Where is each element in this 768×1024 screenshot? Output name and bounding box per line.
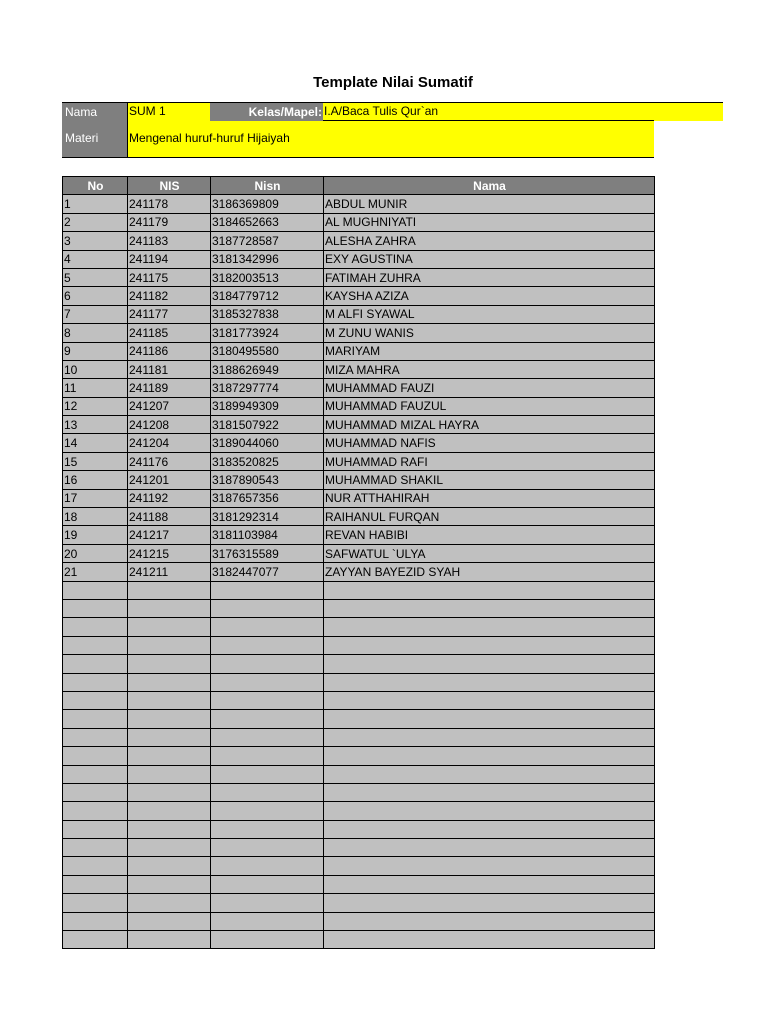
cell-nama[interactable]: AL MUGHNIYATI (324, 213, 655, 231)
table-row-empty (63, 673, 655, 691)
cell-nis[interactable]: 241211 (128, 563, 211, 581)
cell-nama[interactable]: KAYSHA AZIZA (324, 287, 655, 305)
cell-nama[interactable] (324, 875, 655, 893)
cell-nama[interactable] (324, 599, 655, 617)
table-row-empty (63, 728, 655, 746)
cell-nisn[interactable]: 3188626949 (211, 360, 324, 378)
nama-label: Nama (62, 102, 127, 121)
cell-nama[interactable]: NUR ATTHAHIRAH (324, 489, 655, 507)
cell-nisn[interactable]: 3180495580 (211, 342, 324, 360)
cell-nisn[interactable] (211, 599, 324, 617)
cell-nama[interactable]: MUHAMMAD SHAKIL (324, 471, 655, 489)
cell-no[interactable]: 12 (63, 397, 128, 415)
table-row-empty (63, 636, 655, 654)
cell-nisn[interactable] (211, 820, 324, 838)
cell-no[interactable]: 13 (63, 416, 128, 434)
cell-nis[interactable]: 241192 (128, 489, 211, 507)
table-row-empty (63, 618, 655, 636)
table-row-empty (63, 581, 655, 599)
cell-nisn[interactable] (211, 839, 324, 857)
cell-no[interactable] (63, 839, 128, 857)
cell-nisn[interactable]: 3184779712 (211, 287, 324, 305)
cell-nama[interactable]: MUHAMMAD RAFI (324, 452, 655, 470)
header-nis: NIS (128, 177, 211, 195)
cell-nis[interactable]: 241215 (128, 544, 211, 562)
cell-nama[interactable] (324, 747, 655, 765)
cell-no[interactable]: 17 (63, 489, 128, 507)
cell-nisn[interactable] (211, 894, 324, 912)
cell-no[interactable]: 11 (63, 379, 128, 397)
table-row (63, 544, 655, 562)
cell-nis[interactable]: 241175 (128, 268, 211, 286)
kelas-value[interactable]: I.A/Baca Tulis Qur`an (323, 102, 723, 121)
cell-no[interactable]: 19 (63, 526, 128, 544)
table-row-empty (63, 691, 655, 709)
cell-nisn[interactable]: 3181292314 (211, 508, 324, 526)
table-row (63, 195, 655, 213)
cell-nama[interactable]: RAIHANUL FURQAN (324, 508, 655, 526)
cell-no[interactable]: 20 (63, 544, 128, 562)
cell-no[interactable] (63, 728, 128, 746)
cell-nis[interactable] (128, 710, 211, 728)
cell-nis[interactable]: 241185 (128, 324, 211, 342)
cell-nis[interactable]: 241207 (128, 397, 211, 415)
cell-no[interactable]: 7 (63, 305, 128, 323)
table-row (63, 213, 655, 231)
cell-nis[interactable] (128, 636, 211, 654)
cell-nis[interactable]: 241178 (128, 195, 211, 213)
cell-nis[interactable] (128, 655, 211, 673)
header-nama: Nama (324, 177, 655, 195)
cell-nisn[interactable] (211, 802, 324, 820)
cell-nisn[interactable]: 3187657356 (211, 489, 324, 507)
cell-no[interactable]: 6 (63, 287, 128, 305)
cell-nis[interactable]: 241217 (128, 526, 211, 544)
table-row-empty (63, 747, 655, 765)
cell-nisn[interactable]: 3182447077 (211, 563, 324, 581)
header-nisn: Nisn (211, 177, 324, 195)
cell-nisn[interactable]: 3187297774 (211, 379, 324, 397)
table-row (63, 360, 655, 378)
kelas-label: Kelas/Mapel: (210, 102, 323, 121)
cell-nama[interactable]: MUHAMMAD MIZAL HAYRA (324, 416, 655, 434)
cell-nama[interactable]: MUHAMMAD FAUZI (324, 379, 655, 397)
cell-nis[interactable] (128, 728, 211, 746)
cell-nama[interactable] (324, 581, 655, 599)
header-no: No (63, 177, 128, 195)
cell-nis[interactable]: 241177 (128, 305, 211, 323)
cell-no[interactable]: 9 (63, 342, 128, 360)
cell-no[interactable]: 14 (63, 434, 128, 452)
cell-nama[interactable] (324, 931, 655, 949)
materi-label: Materi (62, 121, 127, 158)
table-header-row (63, 177, 655, 195)
cell-nis[interactable] (128, 912, 211, 930)
cell-nama[interactable] (324, 636, 655, 654)
cell-nisn[interactable] (211, 710, 324, 728)
cell-nama[interactable] (324, 618, 655, 636)
cell-nis[interactable] (128, 802, 211, 820)
cell-nama[interactable]: ALESHA ZAHRA (324, 232, 655, 250)
cell-nama[interactable] (324, 912, 655, 930)
cell-nis[interactable] (128, 857, 211, 875)
cell-no[interactable] (63, 894, 128, 912)
cell-no[interactable]: 18 (63, 508, 128, 526)
cell-no[interactable] (63, 802, 128, 820)
cell-nama[interactable] (324, 691, 655, 709)
cell-nama[interactable]: MUHAMMAD NAFIS (324, 434, 655, 452)
cell-no[interactable] (63, 931, 128, 949)
cell-no[interactable] (63, 673, 128, 691)
cell-nisn[interactable]: 3181773924 (211, 324, 324, 342)
cell-nama[interactable] (324, 710, 655, 728)
cell-nis[interactable] (128, 581, 211, 599)
cell-nis[interactable]: 241186 (128, 342, 211, 360)
cell-nama[interactable]: M ALFI SYAWAL (324, 305, 655, 323)
cell-nama[interactable] (324, 857, 655, 875)
cell-nisn[interactable]: 3181342996 (211, 250, 324, 268)
table-row (63, 379, 655, 397)
cell-nama[interactable] (324, 673, 655, 691)
cell-nis[interactable] (128, 894, 211, 912)
table-row (63, 250, 655, 268)
cell-nama[interactable]: REVAN HABIBI (324, 526, 655, 544)
table-row-empty (63, 710, 655, 728)
table-row-empty (63, 839, 655, 857)
cell-no[interactable] (63, 691, 128, 709)
cell-no[interactable] (63, 857, 128, 875)
table-row (63, 471, 655, 489)
table-row-empty (63, 875, 655, 893)
cell-nisn[interactable]: 3189044060 (211, 434, 324, 452)
table-row (63, 489, 655, 507)
cell-nama[interactable]: FATIMAH ZUHRA (324, 268, 655, 286)
cell-nis[interactable] (128, 783, 211, 801)
table-row (63, 287, 655, 305)
cell-nis[interactable] (128, 747, 211, 765)
table-row (63, 397, 655, 415)
cell-nisn[interactable] (211, 783, 324, 801)
cell-nis[interactable]: 241189 (128, 379, 211, 397)
cell-nisn[interactable]: 3184652663 (211, 213, 324, 231)
nama-value[interactable]: SUM 1 (127, 102, 210, 121)
cell-nama[interactable] (324, 765, 655, 783)
cell-nama[interactable] (324, 894, 655, 912)
table-row-empty (63, 783, 655, 801)
table-row-empty (63, 894, 655, 912)
cell-nis[interactable]: 241183 (128, 232, 211, 250)
cell-nama[interactable] (324, 728, 655, 746)
cell-nis[interactable] (128, 820, 211, 838)
cell-nis[interactable]: 241204 (128, 434, 211, 452)
cell-nis[interactable] (128, 618, 211, 636)
cell-no[interactable]: 8 (63, 324, 128, 342)
cell-nama[interactable]: EXY AGUSTINA (324, 250, 655, 268)
cell-nisn[interactable]: 3185327838 (211, 305, 324, 323)
cell-nis[interactable]: 241208 (128, 416, 211, 434)
table-row-empty (63, 599, 655, 617)
table-row (63, 508, 655, 526)
cell-nisn[interactable]: 3187890543 (211, 471, 324, 489)
cell-nis[interactable]: 241182 (128, 287, 211, 305)
cell-nama[interactable] (324, 839, 655, 857)
cell-no[interactable] (63, 783, 128, 801)
cell-nisn[interactable]: 3182003513 (211, 268, 324, 286)
cell-nama[interactable]: ZAYYAN BAYEZID SYAH (324, 563, 655, 581)
table-row-empty (63, 931, 655, 949)
table-row (63, 416, 655, 434)
table-row-empty (63, 655, 655, 673)
cell-nisn[interactable]: 3176315589 (211, 544, 324, 562)
cell-nis[interactable]: 241176 (128, 452, 211, 470)
cell-nama[interactable] (324, 655, 655, 673)
cell-nama[interactable]: MUHAMMAD FAUZUL (324, 397, 655, 415)
cell-no[interactable]: 16 (63, 471, 128, 489)
cell-nis[interactable] (128, 691, 211, 709)
cell-nisn[interactable] (211, 765, 324, 783)
cell-no[interactable] (63, 636, 128, 654)
cell-nis[interactable] (128, 765, 211, 783)
cell-nama[interactable]: SAFWATUL `ULYA (324, 544, 655, 562)
cell-nis[interactable]: 241194 (128, 250, 211, 268)
table-row-empty (63, 802, 655, 820)
cell-no[interactable]: 3 (63, 232, 128, 250)
cell-no[interactable] (63, 710, 128, 728)
cell-no[interactable] (63, 581, 128, 599)
cell-nisn[interactable] (211, 931, 324, 949)
table-row (63, 526, 655, 544)
cell-no[interactable] (63, 912, 128, 930)
cell-no[interactable]: 2 (63, 213, 128, 231)
cell-nis[interactable] (128, 839, 211, 857)
table-row (63, 305, 655, 323)
cell-no[interactable] (63, 765, 128, 783)
cell-nisn[interactable]: 3189949309 (211, 397, 324, 415)
table-row (63, 342, 655, 360)
cell-nama[interactable]: M ZUNU WANIS (324, 324, 655, 342)
table-row (63, 232, 655, 250)
cell-nama[interactable]: MIZA MAHRA (324, 360, 655, 378)
cell-nisn[interactable] (211, 636, 324, 654)
table-row-empty (63, 857, 655, 875)
cell-nisn[interactable] (211, 728, 324, 746)
cell-nisn[interactable] (211, 857, 324, 875)
cell-no[interactable] (63, 875, 128, 893)
cell-nis[interactable] (128, 931, 211, 949)
cell-nama[interactable] (324, 802, 655, 820)
cell-no[interactable]: 5 (63, 268, 128, 286)
materi-value[interactable]: Mengenal huruf-huruf Hijaiyah (127, 121, 654, 158)
cell-no[interactable] (63, 747, 128, 765)
table-row-empty (63, 912, 655, 930)
cell-nis[interactable]: 241179 (128, 213, 211, 231)
cell-nisn[interactable]: 3181103984 (211, 526, 324, 544)
cell-nama[interactable]: ABDUL MUNIR (324, 195, 655, 213)
cell-nisn[interactable] (211, 875, 324, 893)
cell-no[interactable]: 21 (63, 563, 128, 581)
table-row (63, 563, 655, 581)
table-row (63, 268, 655, 286)
cell-no[interactable] (63, 599, 128, 617)
student-table (62, 176, 655, 949)
cell-nis[interactable] (128, 875, 211, 893)
cell-nisn[interactable] (211, 618, 324, 636)
cell-nisn[interactable] (211, 747, 324, 765)
cell-nisn[interactable] (211, 673, 324, 691)
cell-nisn[interactable] (211, 912, 324, 930)
cell-nisn[interactable] (211, 655, 324, 673)
table-row (63, 324, 655, 342)
cell-no[interactable] (63, 655, 128, 673)
table-row-empty (63, 765, 655, 783)
cell-nisn[interactable] (211, 581, 324, 599)
cell-no[interactable] (63, 618, 128, 636)
cell-nisn[interactable]: 3181507922 (211, 416, 324, 434)
cell-no[interactable]: 1 (63, 195, 128, 213)
cell-nisn[interactable]: 3187728587 (211, 232, 324, 250)
cell-no[interactable] (63, 820, 128, 838)
cell-no[interactable]: 4 (63, 250, 128, 268)
table-row-empty (63, 820, 655, 838)
table-row (63, 452, 655, 470)
cell-no[interactable]: 10 (63, 360, 128, 378)
cell-no[interactable]: 15 (63, 452, 128, 470)
cell-nisn[interactable] (211, 691, 324, 709)
cell-nisn[interactable]: 3186369809 (211, 195, 324, 213)
cell-nis[interactable] (128, 599, 211, 617)
cell-nisn[interactable]: 3183520825 (211, 452, 324, 470)
cell-nama[interactable] (324, 783, 655, 801)
cell-nis[interactable]: 241181 (128, 360, 211, 378)
cell-nama[interactable]: MARIYAM (324, 342, 655, 360)
cell-nis[interactable]: 241201 (128, 471, 211, 489)
cell-nama[interactable] (324, 820, 655, 838)
cell-nis[interactable]: 241188 (128, 508, 211, 526)
document-title: Template Nilai Sumatif (313, 74, 473, 91)
table-row (63, 434, 655, 452)
cell-nis[interactable] (128, 673, 211, 691)
